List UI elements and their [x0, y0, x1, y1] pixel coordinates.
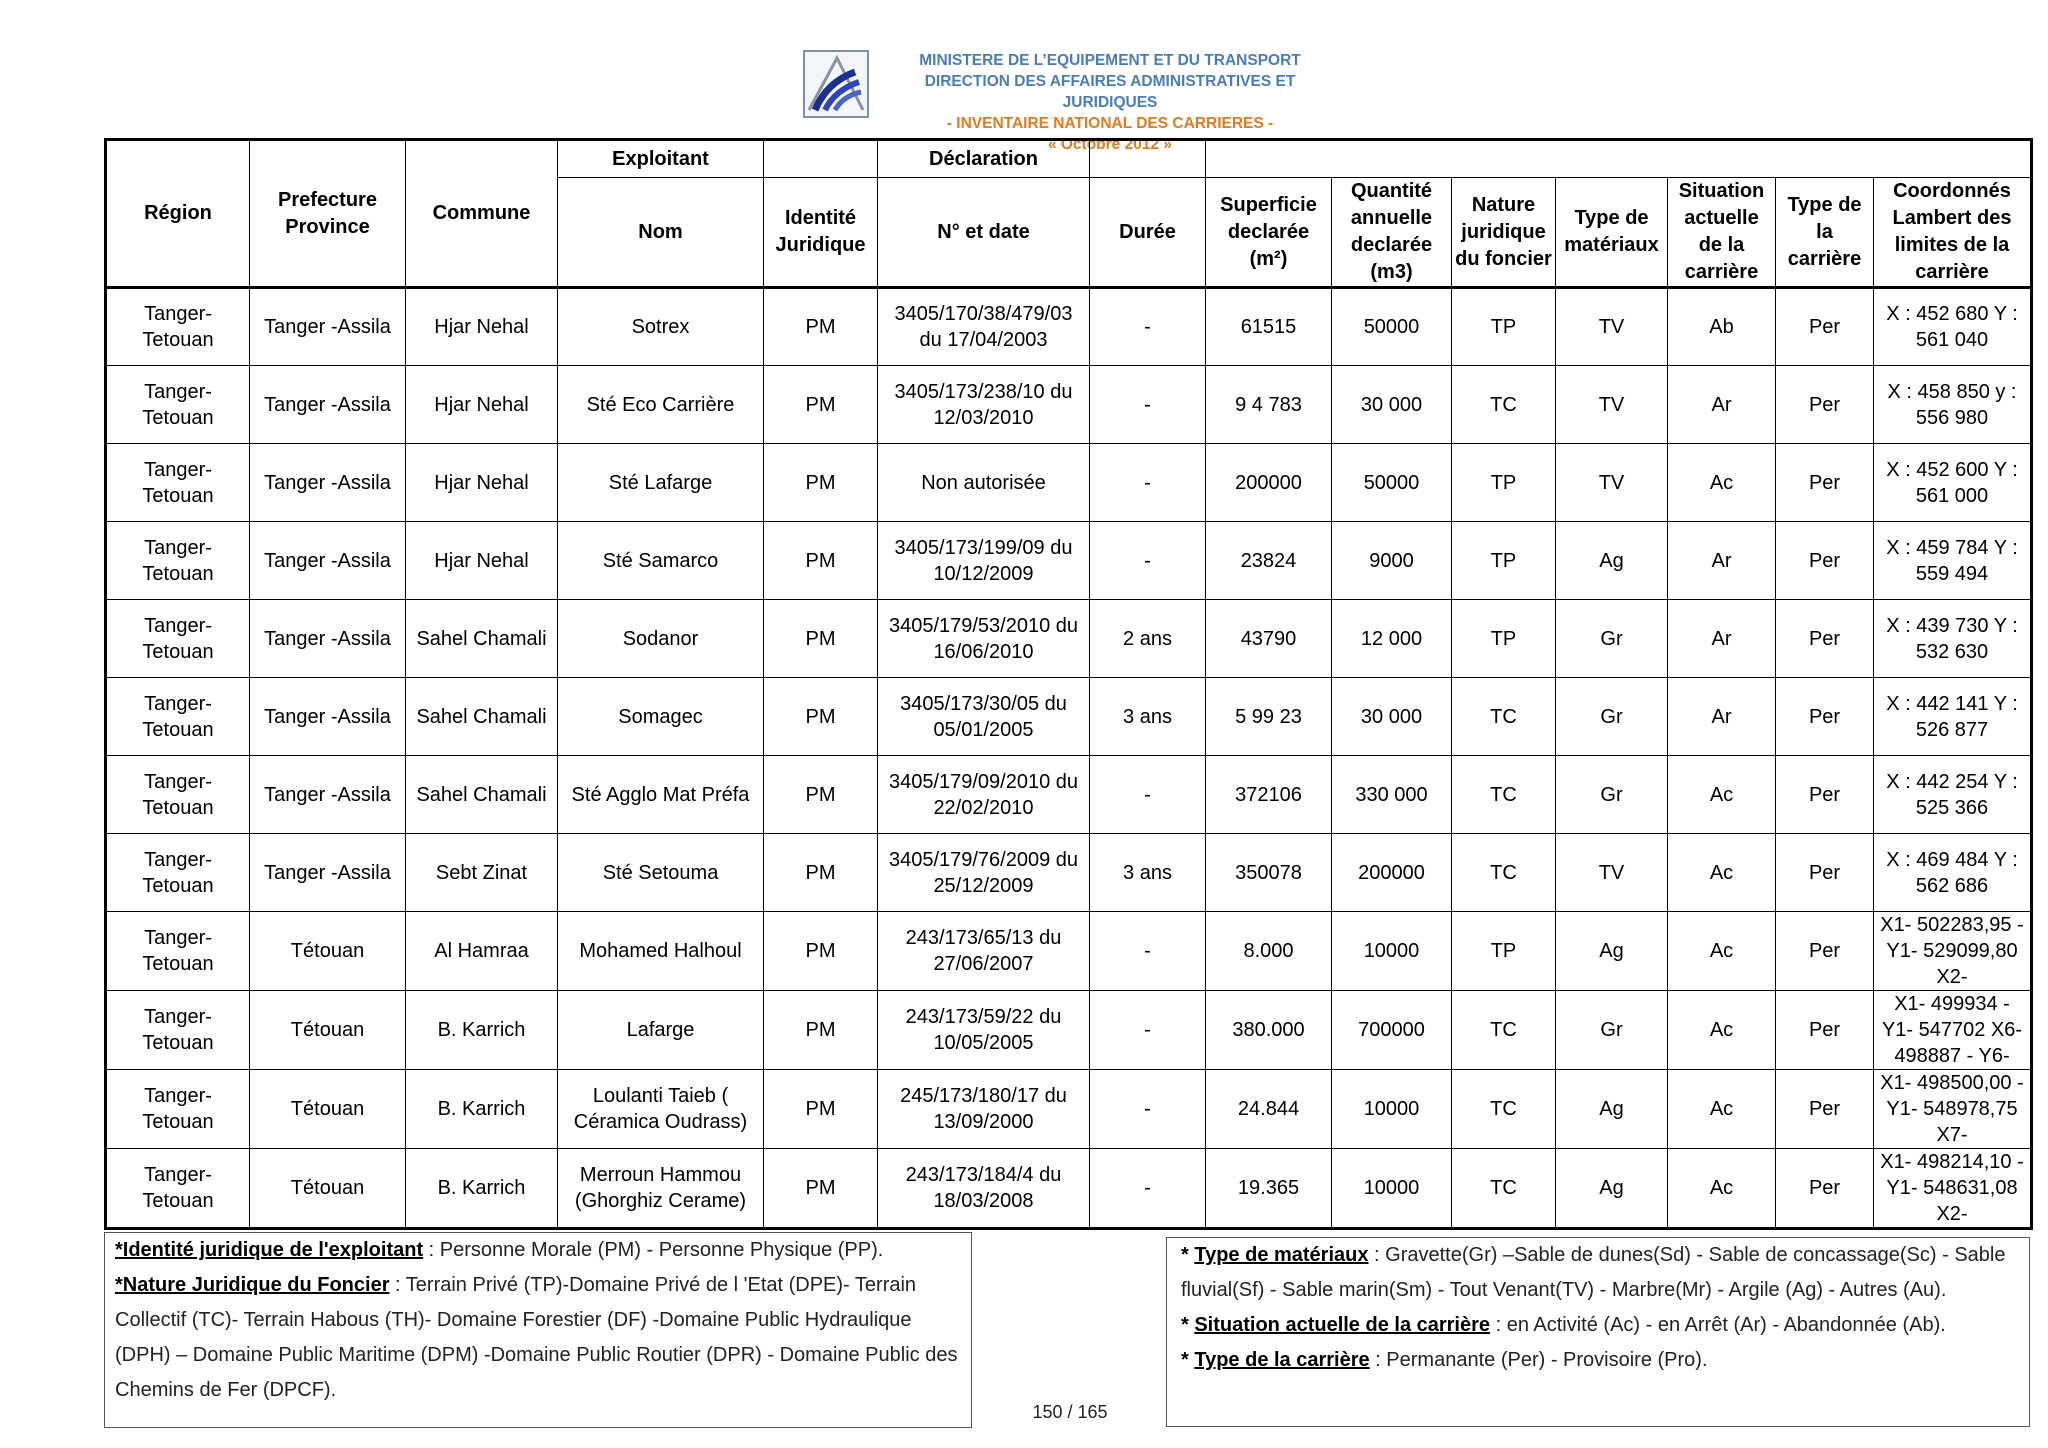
cell-quantite: 50000 [1332, 288, 1452, 366]
cell-coord: X : 458 850 y : 556 980 [1874, 366, 2032, 444]
page-number: 150 / 165 [1032, 1402, 1108, 1422]
cell-numero: 3405/173/238/10 du 12/03/2010 [878, 366, 1090, 444]
cell-type: Per [1776, 600, 1874, 678]
cell-type: Per [1776, 366, 1874, 444]
cell-region: Tanger-Tetouan [106, 366, 250, 444]
col-quantite: Quantité annuelle declarée (m3) [1332, 178, 1452, 288]
cell-situation: Ab [1668, 288, 1776, 366]
cell-situation: Ac [1668, 756, 1776, 834]
cell-region: Tanger-Tetouan [106, 522, 250, 600]
cell-nature: TP [1452, 522, 1556, 600]
cell-prefecture: Tétouan [250, 1149, 406, 1229]
legend-materiaux-text: : Gravette(Gr) –Sable de dunes(Sd) - Sable de concassage(Sc) - Sable fluvial(Sf) - Sable marin(Sm) - Tout Venant(TV) - Marbre(Mr) - Argile (Ag) - Autres (Au). [1181, 1244, 2006, 1301]
cell-coord: X : 452 600 Y : 561 000 [1874, 444, 2032, 522]
cell-materiaux: Gr [1556, 756, 1668, 834]
cell-identite: PM [764, 912, 878, 991]
table-row [106, 522, 2032, 600]
cell-numero: 243/173/65/13 du 27/06/2007 [878, 912, 1090, 991]
cell-region: Tanger-Tetouan [106, 444, 250, 522]
cell-region: Tanger-Tetouan [106, 991, 250, 1070]
cell-numero: 3405/170/38/479/03 du 17/04/2003 [878, 288, 1090, 366]
cell-commune: B. Karrich [406, 991, 558, 1070]
cell-prefecture: Tétouan [250, 912, 406, 991]
cell-type: Per [1776, 834, 1874, 912]
cell-commune: Hjar Nehal [406, 522, 558, 600]
cell-superficie: 9 4 783 [1206, 366, 1332, 444]
cell-identite: PM [764, 1070, 878, 1149]
cell-nom: Sté Eco Carrière [558, 366, 764, 444]
cell-duree: - [1090, 444, 1206, 522]
legend-right [1166, 1237, 2030, 1427]
cell-materiaux: Gr [1556, 991, 1668, 1070]
cell-numero: 3405/179/76/2009 du 25/12/2009 [878, 834, 1090, 912]
cell-type: Per [1776, 1149, 1874, 1229]
legend-nature-title: *Nature Juridique du Foncier [115, 1274, 390, 1296]
cell-situation: Ar [1668, 522, 1776, 600]
table-row [106, 1070, 2032, 1149]
cell-nom: Sté Setouma [558, 834, 764, 912]
table-row [106, 678, 2032, 756]
cell-type: Per [1776, 991, 1874, 1070]
cell-commune: Al Hamraa [406, 912, 558, 991]
cell-prefecture: Tanger -Assila [250, 366, 406, 444]
cell-numero: 3405/179/53/2010 du 16/06/2010 [878, 600, 1090, 678]
cell-materiaux: TV [1556, 834, 1668, 912]
document-header [0, 48, 2048, 153]
table-row [106, 1149, 2032, 1229]
cell-commune: Hjar Nehal [406, 366, 558, 444]
cell-situation: Ac [1668, 991, 1776, 1070]
cell-type: Per [1776, 522, 1874, 600]
cell-type: Per [1776, 444, 1874, 522]
cell-superficie: 380.000 [1206, 991, 1332, 1070]
cell-numero: 3405/173/30/05 du 05/01/2005 [878, 678, 1090, 756]
group-blank-3 [1206, 140, 2032, 178]
cell-prefecture: Tanger -Assila [250, 678, 406, 756]
table-body [106, 288, 2032, 1229]
cell-nom: Sté Samarco [558, 522, 764, 600]
group-blank-1 [764, 140, 878, 178]
cell-materiaux: Ag [1556, 1070, 1668, 1149]
legend-identite-title: *Identité juridique de l'exploitant [115, 1239, 424, 1261]
legend-type: * Type de la carrière : Permanante (Per) - Provisoire (Pro). [1181, 1349, 1708, 1371]
cell-quantite: 12 000 [1332, 600, 1452, 678]
cell-superficie: 43790 [1206, 600, 1332, 678]
cell-commune: B. Karrich [406, 1149, 558, 1229]
cell-prefecture: Tanger -Assila [250, 288, 406, 366]
cell-superficie: 61515 [1206, 288, 1332, 366]
table-row [106, 912, 2032, 991]
cell-duree: - [1090, 366, 1206, 444]
cell-materiaux: Gr [1556, 600, 1668, 678]
cell-nature: TC [1452, 1070, 1556, 1149]
cell-coord: X : 442 141 Y : 526 877 [1874, 678, 2032, 756]
quarry-table [104, 138, 2033, 1230]
col-commune: Commune [406, 140, 558, 288]
group-exploitant: Exploitant [558, 140, 764, 178]
cell-identite: PM [764, 444, 878, 522]
cell-nature: TC [1452, 678, 1556, 756]
cell-prefecture: Tanger -Assila [250, 600, 406, 678]
header-ministry: MINISTERE DE L’EQUIPEMENT ET DU TRANSPORT [919, 52, 1301, 69]
cell-nature: TC [1452, 834, 1556, 912]
cell-identite: PM [764, 366, 878, 444]
cell-region: Tanger-Tetouan [106, 600, 250, 678]
cell-nature: TC [1452, 366, 1556, 444]
cell-materiaux: TV [1556, 444, 1668, 522]
cell-region: Tanger-Tetouan [106, 1149, 250, 1229]
cell-region: Tanger-Tetouan [106, 678, 250, 756]
cell-situation: Ar [1668, 366, 1776, 444]
cell-type: Per [1776, 1070, 1874, 1149]
col-superficie: Superficie declarée (m²) [1206, 178, 1332, 288]
cell-type: Per [1776, 678, 1874, 756]
table-row [106, 444, 2032, 522]
col-type-carriere: Type de la carrière [1776, 178, 1874, 288]
legend-type-text: : Permanante (Per) - Provisoire (Pro). [1369, 1349, 1708, 1371]
cell-nature: TC [1452, 1149, 1556, 1229]
cell-region: Tanger-Tetouan [106, 756, 250, 834]
cell-numero: 3405/173/199/09 du 10/12/2009 [878, 522, 1090, 600]
header-direction: DIRECTION DES AFFAIRES ADMINISTRATIVES ET JURIDIQUES [924, 73, 1296, 111]
cell-prefecture: Tanger -Assila [250, 834, 406, 912]
group-blank-2 [1090, 140, 1206, 178]
legend-left [104, 1232, 972, 1428]
cell-nom: Somagec [558, 678, 764, 756]
col-nature: Nature juridique du foncier [1452, 178, 1556, 288]
cell-duree: 3 ans [1090, 834, 1206, 912]
cell-duree: - [1090, 912, 1206, 991]
cell-superficie: 200000 [1206, 444, 1332, 522]
cell-commune: Sahel Chamali [406, 600, 558, 678]
cell-identite: PM [764, 756, 878, 834]
cell-commune: Sahel Chamali [406, 678, 558, 756]
cell-identite: PM [764, 522, 878, 600]
cell-region: Tanger-Tetouan [106, 912, 250, 991]
cell-coord: X : 469 484 Y : 562 686 [1874, 834, 2032, 912]
cell-commune: Hjar Nehal [406, 288, 558, 366]
cell-numero: Non autorisée [878, 444, 1090, 522]
cell-coord: X1- 498500,00 - Y1- 548978,75 X7- [1874, 1070, 2032, 1149]
col-identite: Identité Juridique [764, 178, 878, 288]
table-row [106, 600, 2032, 678]
cell-nature: TP [1452, 288, 1556, 366]
cell-commune: Hjar Nehal [406, 444, 558, 522]
cell-situation: Ar [1668, 678, 1776, 756]
col-duree: Durée [1090, 178, 1206, 288]
cell-superficie: 24.844 [1206, 1070, 1332, 1149]
cell-numero: 243/173/59/22 du 10/05/2005 [878, 991, 1090, 1070]
cell-nom: Loulanti Taieb ( Céramica Oudrass) [558, 1070, 764, 1149]
legend-materiaux: * Type de matériaux : Gravette(Gr) –Sable de dunes(Sd) - Sable de concassage(Sc) - Sable fluvial(Sf) - Sable marin(Sm) - Tout Venant(TV) - Marbre(Mr) - Argile (Ag) - Autres (Au). [1181, 1244, 2006, 1301]
header-date: « Octobre 2012 » [1047, 136, 1173, 153]
cell-type: Per [1776, 288, 1874, 366]
cell-quantite: 700000 [1332, 991, 1452, 1070]
cell-quantite: 200000 [1332, 834, 1452, 912]
cell-identite: PM [764, 288, 878, 366]
cell-prefecture: Tanger -Assila [250, 756, 406, 834]
legend-situation-title: Situation actuelle de la carrière [1194, 1314, 1491, 1336]
cell-quantite: 330 000 [1332, 756, 1452, 834]
cell-situation: Ac [1668, 1149, 1776, 1229]
cell-situation: Ac [1668, 834, 1776, 912]
cell-nom: Mohamed Halhoul [558, 912, 764, 991]
cell-nature: TP [1452, 444, 1556, 522]
table-row [106, 288, 2032, 366]
cell-identite: PM [764, 678, 878, 756]
cell-duree: - [1090, 288, 1206, 366]
col-region: Région [106, 140, 250, 288]
cell-materiaux: Ag [1556, 522, 1668, 600]
cell-nom: Sodanor [558, 600, 764, 678]
cell-nom: Merroun Hammou (Ghorghiz Cerame) [558, 1149, 764, 1229]
cell-region: Tanger-Tetouan [106, 1070, 250, 1149]
cell-type: Per [1776, 756, 1874, 834]
cell-region: Tanger-Tetouan [106, 834, 250, 912]
cell-nature: TP [1452, 912, 1556, 991]
cell-materiaux: Ag [1556, 912, 1668, 991]
cell-coord: X : 442 254 Y : 525 366 [1874, 756, 2032, 834]
cell-identite: PM [764, 1149, 878, 1229]
cell-situation: Ac [1668, 1070, 1776, 1149]
cell-region: Tanger-Tetouan [106, 288, 250, 366]
cell-type: Per [1776, 912, 1874, 991]
cell-materiaux: Gr [1556, 678, 1668, 756]
cell-quantite: 30 000 [1332, 678, 1452, 756]
cell-quantite: 10000 [1332, 1149, 1452, 1229]
cell-coord: X : 439 730 Y : 532 630 [1874, 600, 2032, 678]
cell-duree: 2 ans [1090, 600, 1206, 678]
cell-situation: Ar [1668, 600, 1776, 678]
table-row [106, 991, 2032, 1070]
legend-identite-text: : Personne Morale (PM) - Personne Physique (PP). [423, 1239, 884, 1261]
cell-coord: X1- 502283,95 - Y1- 529099,80 X2- [1874, 912, 2032, 991]
legend-identite [115, 1233, 961, 1268]
cell-commune: B. Karrich [406, 1070, 558, 1149]
cell-coord: X1- 498214,10 - Y1- 548631,08 X2- [1874, 1149, 2032, 1229]
cell-numero: 3405/179/09/2010 du 22/02/2010 [878, 756, 1090, 834]
cell-materiaux: TV [1556, 288, 1668, 366]
cell-commune: Sebt Zinat [406, 834, 558, 912]
cell-superficie: 8.000 [1206, 912, 1332, 991]
cell-nature: TC [1452, 991, 1556, 1070]
legend-situation: * Situation actuelle de la carrière : en Activité (Ac) - en Arrêt (Ar) - Abandonnée (Ab). [1181, 1314, 1946, 1336]
group-declaration: Déclaration [878, 140, 1090, 178]
cell-prefecture: Tanger -Assila [250, 444, 406, 522]
cell-nature: TC [1452, 756, 1556, 834]
table-row [106, 756, 2032, 834]
cell-nom: Sté Lafarge [558, 444, 764, 522]
cell-duree: - [1090, 522, 1206, 600]
cell-superficie: 23824 [1206, 522, 1332, 600]
cell-identite: PM [764, 600, 878, 678]
cell-identite: PM [764, 991, 878, 1070]
col-materiaux: Type de matériaux [1556, 178, 1668, 288]
cell-superficie: 350078 [1206, 834, 1332, 912]
cell-materiaux: TV [1556, 366, 1668, 444]
cell-quantite: 50000 [1332, 444, 1452, 522]
legend-situation-text: : en Activité (Ac) - en Arrêt (Ar) - Abandonnée (Ab). [1490, 1314, 1946, 1336]
cell-duree: 3 ans [1090, 678, 1206, 756]
col-coordonnees: Coordonnés Lambert des limites de la carrière [1874, 178, 2032, 288]
cell-quantite: 9000 [1332, 522, 1452, 600]
cell-nom: Sotrex [558, 288, 764, 366]
cell-quantite: 10000 [1332, 912, 1452, 991]
cell-superficie: 372106 [1206, 756, 1332, 834]
legend-materiaux-title: Type de matériaux [1194, 1244, 1369, 1266]
table-row [106, 834, 2032, 912]
cell-duree: - [1090, 991, 1206, 1070]
cell-situation: Ac [1668, 444, 1776, 522]
cell-duree: - [1090, 1070, 1206, 1149]
legend-nature-text: : Terrain Privé (TP)-Domaine Privé de l 'Etat (DPE)- Terrain Collectif (TC)- Terrain Habous (TH)- Domaine Forestier (DF) -Domaine Public Hydraulique (DPH) – Domaine Public Maritime (DPM) -Domaine Public Routier (DPR) - Domaine Public des Chemins de Fer (DPCF). [115, 1274, 958, 1401]
cell-commune: Sahel Chamali [406, 756, 558, 834]
cell-quantite: 30 000 [1332, 366, 1452, 444]
cell-coord: X : 452 680 Y : 561 040 [1874, 288, 2032, 366]
table-row [106, 366, 2032, 444]
cell-nature: TP [1452, 600, 1556, 678]
col-situation: Situation actuelle de la carrière [1668, 178, 1776, 288]
cell-duree: - [1090, 1149, 1206, 1229]
cell-duree: - [1090, 756, 1206, 834]
cell-nom: Lafarge [558, 991, 764, 1070]
col-numero: N° et date [878, 178, 1090, 288]
cell-situation: Ac [1668, 912, 1776, 991]
cell-coord: X : 459 784 Y : 559 494 [1874, 522, 2032, 600]
cell-nom: Sté Agglo Mat Préfa [558, 756, 764, 834]
cell-prefecture: Tétouan [250, 991, 406, 1070]
cell-coord: X1- 499934 - Y1- 547702 X6- 498887 - Y6- [1874, 991, 2032, 1070]
cell-materiaux: Ag [1556, 1149, 1668, 1229]
cell-superficie: 19.365 [1206, 1149, 1332, 1229]
col-prefecture: Prefecture Province [250, 140, 406, 288]
cell-prefecture: Tanger -Assila [250, 522, 406, 600]
cell-numero: 245/173/180/17 du 13/09/2000 [878, 1070, 1090, 1149]
ministry-logo-icon [803, 50, 869, 118]
cell-prefecture: Tétouan [250, 1070, 406, 1149]
cell-identite: PM [764, 834, 878, 912]
col-nom: Nom [558, 178, 764, 288]
legend-nature [115, 1268, 961, 1408]
legend-type-title: Type de la carrière [1194, 1349, 1370, 1371]
header-inventory: - INVENTAIRE NATIONAL DES CARRIERES - [946, 115, 1274, 132]
cell-superficie: 5 99 23 [1206, 678, 1332, 756]
cell-numero: 243/173/184/4 du 18/03/2008 [878, 1149, 1090, 1229]
cell-quantite: 10000 [1332, 1070, 1452, 1149]
